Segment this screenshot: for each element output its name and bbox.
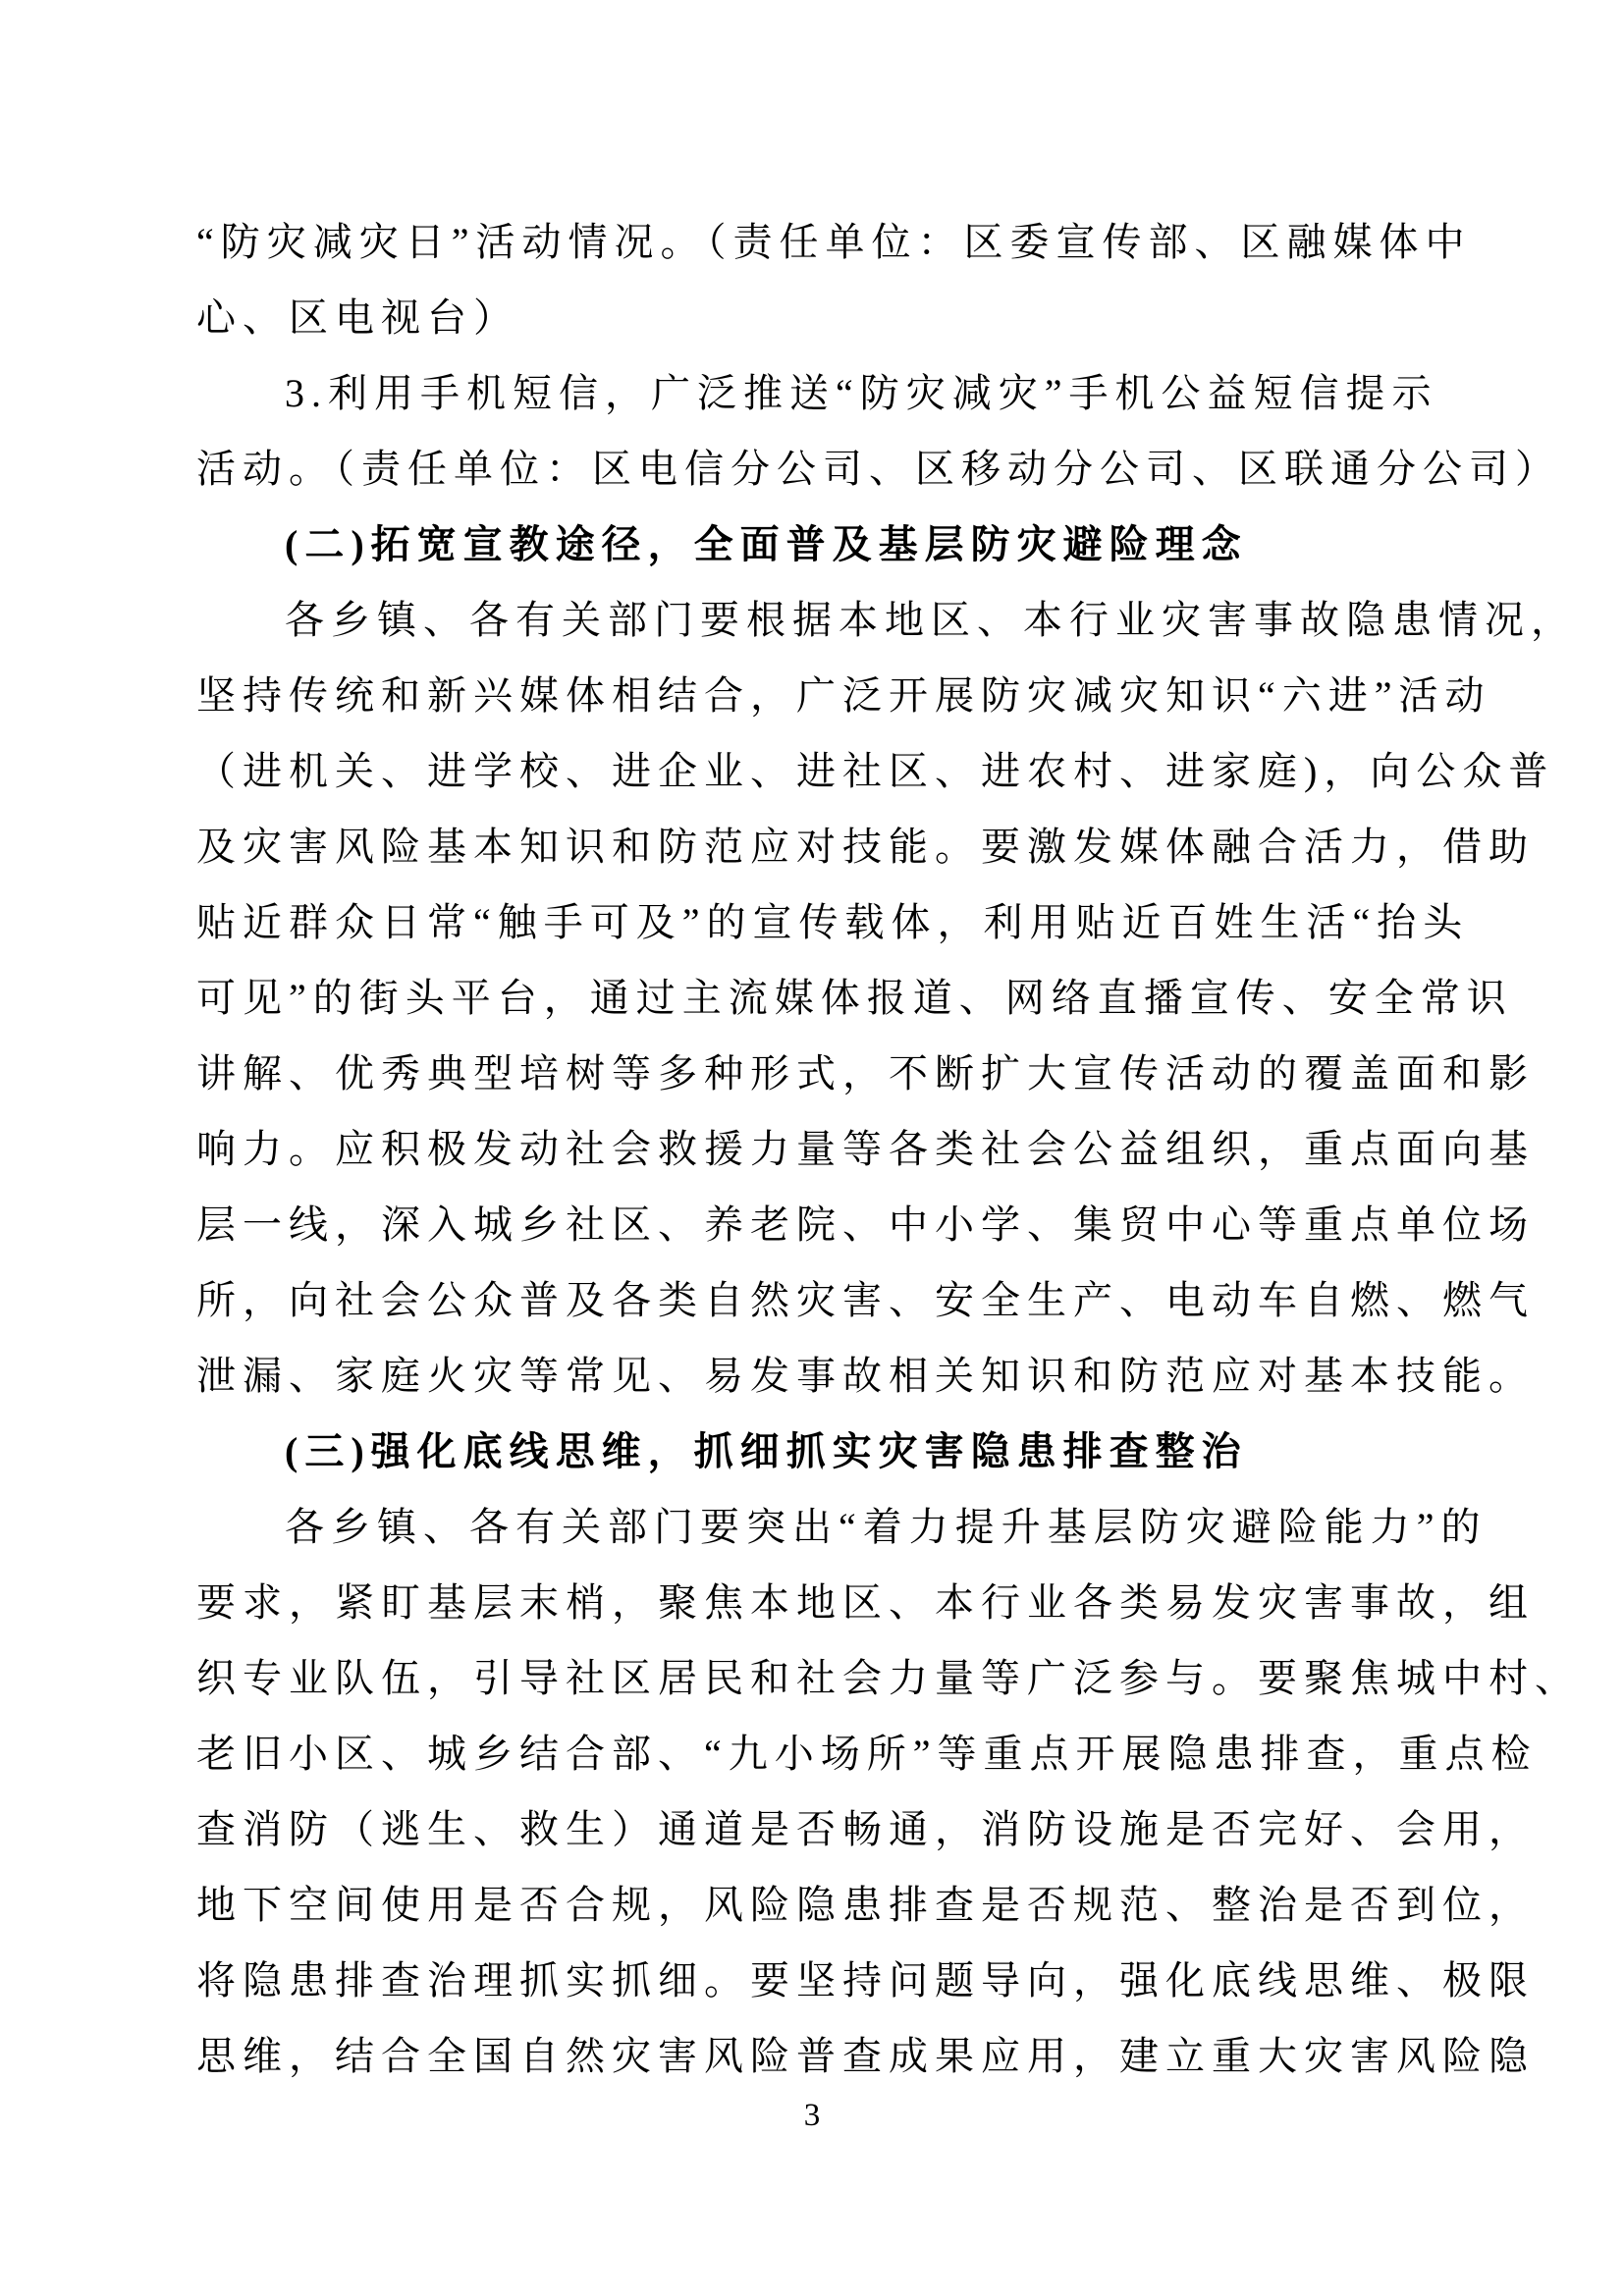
text-line: 心、区电视台） [196,295,519,340]
text-line: 活动。（责任单位：区电信分公司、区移动分公司、区联通分公司） [196,447,1561,491]
text-line: 讲解、优秀典型培树等多种形式，不断扩大宣传活动的覆盖面和影 [196,1051,1535,1095]
text-line: 贴近群众日常“触手可及”的宣传载体，利用贴近百姓生活“抬头 [196,900,1470,944]
text-line: 织专业队伍，引导社区居民和社会力量等广泛参与。要聚焦城中村、 [196,1656,1581,1700]
text-line: “防灾减灾日”活动情况。（责任单位：区委宣传部、区融媒体中 [196,220,1472,264]
section-heading-line: (二)拓宽宣教途径，全面普及基层防灾避险理念 [285,522,1248,566]
document-text-block [196,204,1581,2094]
text-line: 响力。应积极发动社会救援力量等各类社会公益组织，重点面向基 [196,1127,1535,1171]
text-line: 要求，紧盯基层末梢，聚焦本地区、本行业各类易发灾害事故，组 [196,1580,1535,1625]
text-line: 所，向社会公众普及各类自然灾害、安全生产、电动车自燃、燃气 [196,1278,1535,1322]
text-line: 泄漏、家庭火灾等常见、易发事故相关知识和防范应对基本技能。 [196,1354,1535,1398]
text-line: 坚持传统和新兴媒体相结合，广泛开展防灾减灾知识“六进”活动 [196,673,1491,718]
section-heading-line: (三)强化底线思维，抓细抓实灾害隐患排查整治 [285,1429,1248,1473]
text-line: 层一线，深入城乡社区、养老院、中小学、集贸中心等重点单位场 [196,1202,1535,1247]
page-number: 3 [803,2098,821,2133]
text-line: 将隐患排查治理抓实抓细。要坚持问题导向，强化底线思维、极限 [196,1958,1535,2002]
text-line: 老旧小区、城乡结合部、“九小场所”等重点开展隐患排查，重点检 [196,1732,1538,1776]
text-line: 及灾害风险基本知识和防范应对技能。要激发媒体融合活力，借助 [196,825,1535,869]
text-line: 可见”的街头平台，通过主流媒体报道、网络直播宣传、安全常识 [196,976,1513,1020]
text-line: 各乡镇、各有关部门要突出“着力提升基层防灾避险能力”的 [285,1505,1488,1549]
text-line: 各乡镇、各有关部门要根据本地区、本行业灾害事故隐患情况， [285,598,1577,642]
text-line: 查消防（逃生、救生）通道是否畅通，消防设施是否完好、会用， [196,1807,1535,1851]
text-line: 思维，结合全国自然灾害风险普查成果应用，建立重大灾害风险隐 [196,2034,1535,2078]
text-line: （进机关、进学校、进企业、进社区、进农村、进家庭)，向公众普 [196,749,1555,793]
text-line: 3.利用手机短信，广泛推送“防灾减灾”手机公益短信提示 [285,371,1438,415]
text-line: 地下空间使用是否合规，风险隐患排查是否规范、整治是否到位， [196,1883,1535,1927]
